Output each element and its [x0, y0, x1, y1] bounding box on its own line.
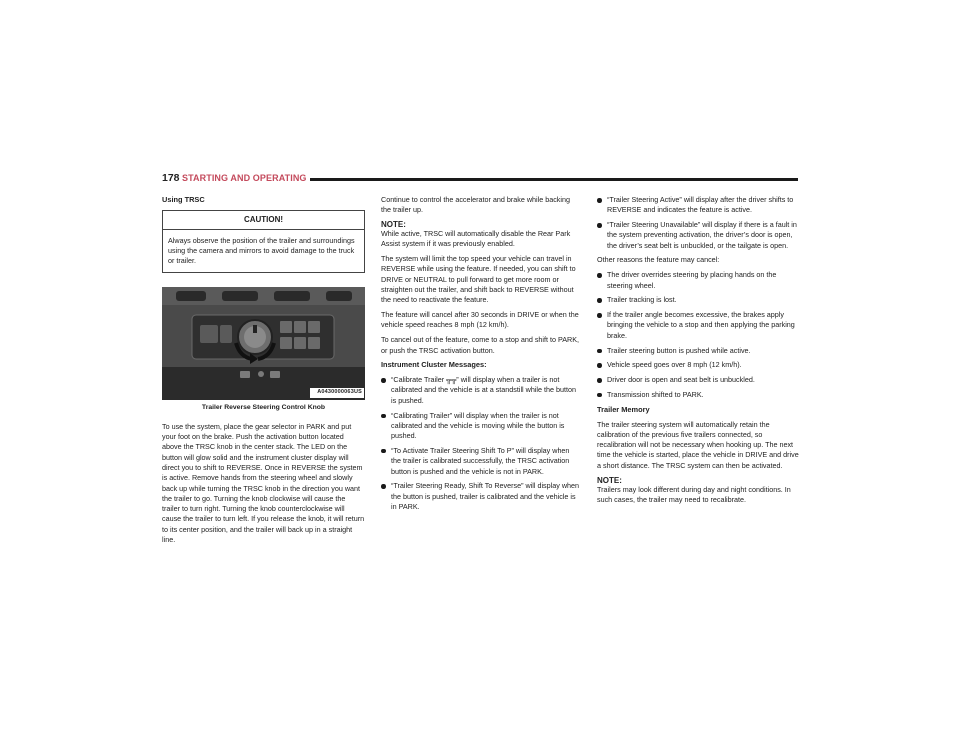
figure-caption: Trailer Reverse Steering Control Knob [201, 404, 326, 412]
bullet-icon [597, 313, 602, 318]
bullet-icon [597, 298, 602, 303]
list-item: Transmission shifted to PARK. [597, 390, 800, 400]
note-body-2: Trailers may look different during day and night conditions. In such cases, the trailer may need to recalibrate. [597, 484, 791, 504]
list-item: “Calibrating Trailer” will display when the trailer is not calibrated and the vehicle is moving while the button is pushed. [381, 411, 581, 442]
figure-code: A0430000063US [317, 389, 362, 396]
list-item: “Trailer Steering Active” will display after the driver shifts to REVERSE and indicates the feature is active. [597, 195, 800, 216]
header-rule [310, 178, 798, 181]
bullet-icon [381, 484, 386, 489]
bullet-icon [597, 273, 602, 278]
paragraph-top-speed: The system will limit the top speed your vehicle can travel in REVERSE while using the feature. If needed, you can shift to DRIVE or NEUTRAL to pull forward to get more room or straighten out the trailer, and shift back to REVERSE without the need to reactivate the feature. [381, 254, 576, 305]
list-item: Trailer tracking is lost. [597, 295, 800, 305]
section-title: STARTING AND OPERATING [182, 172, 307, 183]
bullet-icon [381, 449, 386, 454]
bullet-icon [381, 414, 386, 419]
column-2 [381, 195, 581, 517]
paragraph-cancel-out: To cancel out of the feature, come to a stop and shift to PARK, or push the TRSC activation button. [381, 335, 580, 355]
bullet-icon [597, 349, 602, 354]
bullet-icon [597, 363, 602, 368]
page-header [162, 172, 798, 186]
list-item: “Trailer Steering Ready, Shift To Reverse” will display when the button is pushed, trailer is calibrated and the vehicle is in PARK. [381, 481, 581, 512]
column-3 [597, 195, 800, 510]
bullet-icon [597, 198, 602, 203]
note-label-2: NOTE: [597, 475, 622, 485]
list-item: Driver door is open and seat belt is unbuckled. [597, 375, 800, 385]
trsc-knob-figure [162, 287, 365, 400]
subhead-cluster-messages: Instrument Cluster Messages: [381, 360, 487, 370]
bullet-icon [597, 223, 602, 228]
list-item: “To Activate Trailer Steering Shift To P” will display when the trailer is calibrated successfully, the TRSC activation button is pushed and the vehicle is not in PARK. [381, 446, 581, 477]
subhead-trailer-memory: Trailer Memory [597, 404, 650, 414]
list-item: If the trailer angle becomes excessive, the brakes apply bringing the vehicle to a stop and then applying the parking brake. [597, 310, 800, 341]
cancel-reasons-list [597, 270, 800, 400]
list-item: Trailer steering button is pushed while active. [597, 346, 800, 356]
column-1 [162, 195, 365, 550]
paragraph-use-system: To use the system, place the gear selector in PARK and put your foot on the brake. Push the activation button located above the TRSC knob in the center stack. The LED on the button will glow solid and the instrument cluster display will direct you to shift to REVERSE. Once in REVERSE the system is active. Remove hands from the steering wheel and slowly back up while turning the TRSC knob in the direction you want the trailer to go. Turning the knob clockwise will cause the trailer to turn right. Turning the knob counterclockwise will cause the trailer to turn left. If you release the knob, it will return to its center position, and the trailer will back up in a straight line. [162, 421, 365, 545]
caution-box [162, 210, 365, 273]
note-label: NOTE: [381, 220, 406, 230]
bullet-icon [597, 378, 602, 383]
list-item: “Trailer Steering Unavailable” will display if there is a fault in the system preventing activation, the driver’s door is open, the driver’s seat belt is unbuckled, or the tailgate is open. [597, 220, 800, 251]
paragraph-trailer-memory: The trailer steering system will automatically retain the calibration of the previous five trailers connected, so recalibration will not be necessary when hooking up. The next time the vehicle is started, place the vehicle in DRIVE and drive a short distance. The TRSC system can then be activated. [597, 419, 799, 470]
cluster-messages-list-continued [597, 195, 800, 251]
list-item: “Calibrate Trailer ╦╦” will display when a trailer is not calibrated and the vehicle is at a standstill while the button is pushed. [381, 375, 581, 406]
list-item: The driver overrides steering by placing hands on the steering wheel. [597, 270, 800, 291]
paragraph-other-reasons: Other reasons the feature may cancel: [597, 255, 720, 265]
trsc-knob-illustration [162, 287, 365, 400]
paragraph-continue: Continue to control the accelerator and brake while backing the trailer up. [381, 195, 570, 215]
paragraph-cancel-timeout: The feature will cancel after 30 seconds in DRIVE or when the vehicle speed reaches 8 mph (12 km/h). [381, 310, 579, 330]
caution-body: Always observe the position of the trailer and surroundings using the camera and mirrors to avoid damage to the truck or trailer. [168, 235, 355, 266]
caution-title: CAUTION! [163, 211, 364, 229]
subhead-using-trsc: Using TRSC [162, 195, 205, 204]
bullet-icon [381, 378, 386, 383]
list-item: Vehicle speed goes over 8 mph (12 km/h). [597, 360, 800, 370]
note-body: While active, TRSC will automatically disable the Rear Park Assist system if it was previously enabled. [381, 229, 571, 249]
cluster-messages-list [381, 375, 581, 512]
bullet-icon [597, 393, 602, 398]
page-number: 178 [162, 172, 180, 184]
